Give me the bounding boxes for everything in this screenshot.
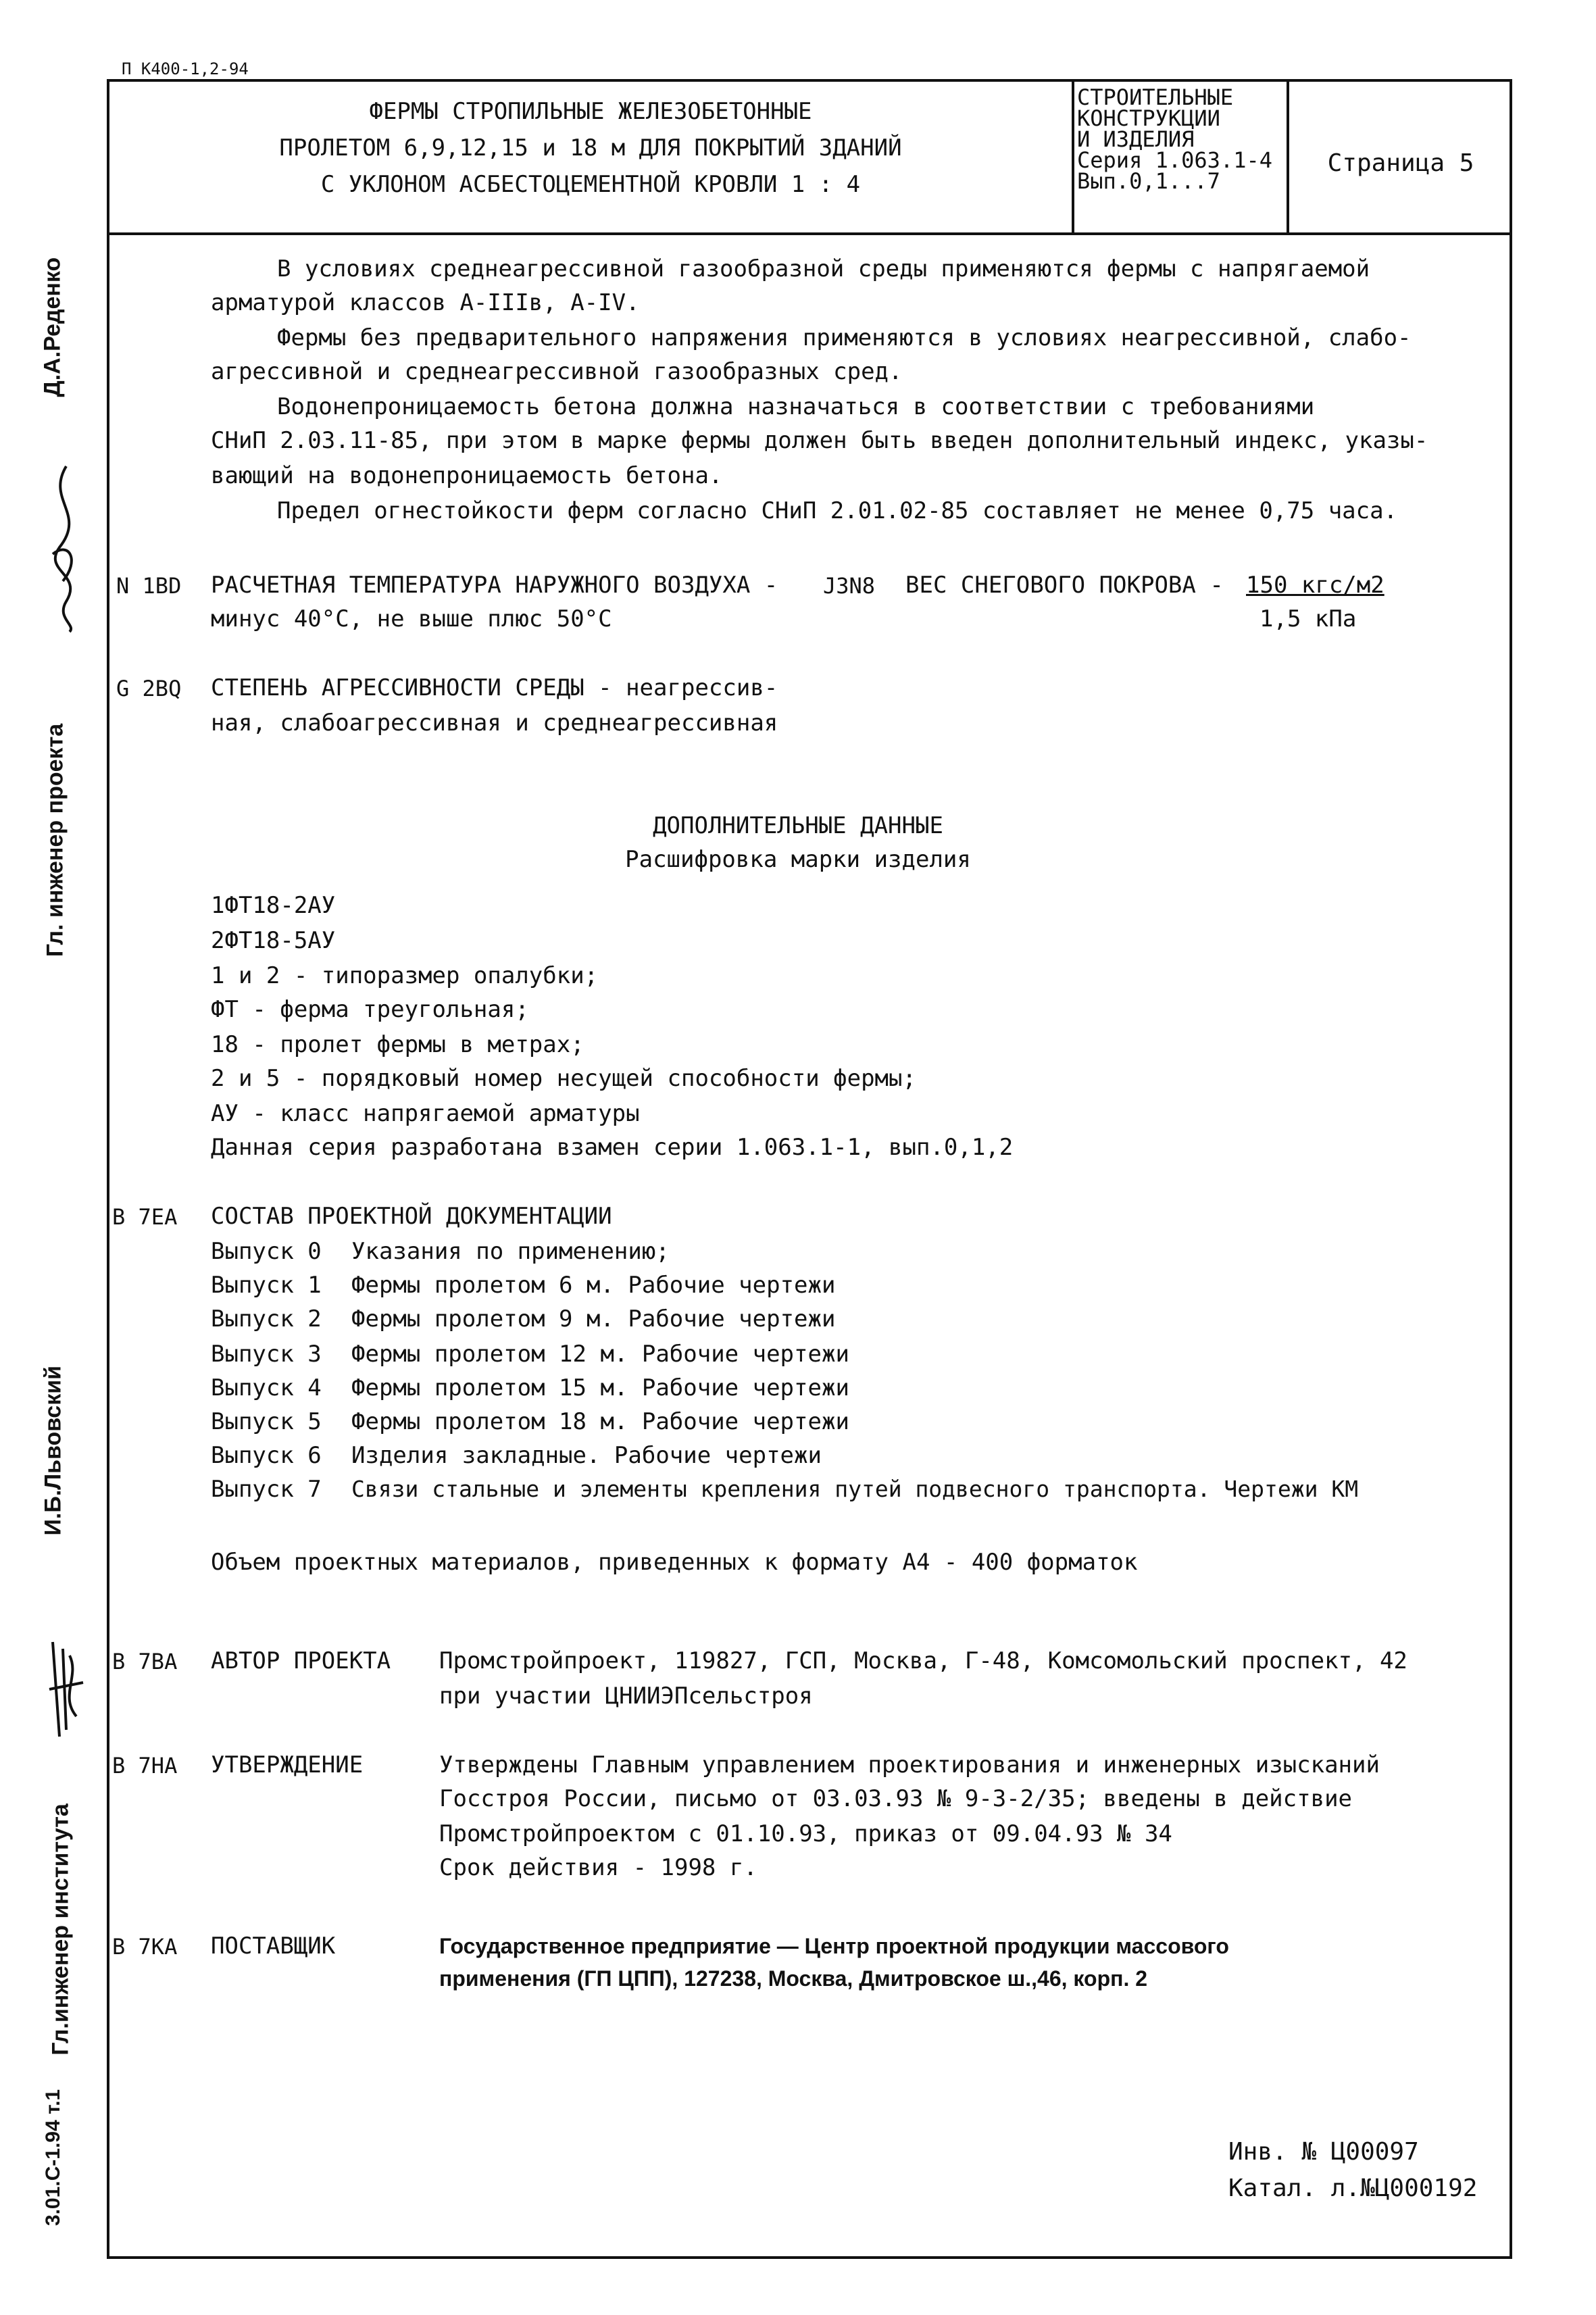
temperature-line-2: минус 40°С, не выше плюс 50°С — [211, 605, 612, 632]
issue-label: Выпуск 6 — [211, 1442, 322, 1469]
marking-line-7: АУ - класс напрягаемой арматуры — [211, 1100, 640, 1127]
approval-line-3: Промстройпроектом с 01.10.93, приказ от 09.04.93 № 34 — [439, 1820, 1172, 1847]
margin-name-redenko: Д.А.Реденко — [39, 257, 66, 397]
issue-text: Указания по применению; — [351, 1238, 670, 1265]
issue-text: Фермы пролетом 9 м. Рабочие чертежи — [351, 1305, 836, 1333]
header-title-line-1: ФЕРМЫ СТРОПИЛЬНЫЕ ЖЕЛЕЗОБЕТОННЫЕ — [369, 98, 812, 125]
margin-stamp: 3.01.С-1.94 т.1 — [42, 2089, 64, 2226]
supplier-line-1: Государственное предприятие — Центр проектной продукции массового — [439, 1934, 1229, 1958]
snow-value-kpa: 1,5 кПа — [1260, 605, 1357, 632]
margin-role-chief-engineer: Гл. инженер проекта — [42, 723, 68, 957]
code-temperature: N 1BD — [116, 573, 182, 599]
signature-1-icon — [39, 459, 93, 635]
header-series-line-5: Вып.0,1...7 — [1077, 168, 1220, 194]
snow-value-kgs: 150 кгс/м2 — [1246, 572, 1385, 599]
issue-label: Выпуск 2 — [211, 1305, 322, 1333]
issue-label: Выпуск 3 — [211, 1341, 322, 1368]
issue-label: Выпуск 0 — [211, 1238, 322, 1265]
issue-text: Фермы пролетом 12 м. Рабочие чертежи — [351, 1341, 849, 1368]
issue-label: Выпуск 5 — [211, 1408, 322, 1435]
issue-text: Фермы пролетом 18 м. Рабочие чертежи — [351, 1408, 849, 1435]
header-series-line-4: Серия 1.063.1-4 — [1077, 147, 1272, 173]
code-aggressiveness: G 2BQ — [116, 676, 182, 701]
author-line-2: при участии ЦНИИЭПсельстроя — [439, 1683, 813, 1710]
issue-label: Выпуск 1 — [211, 1272, 322, 1299]
header-series-line-1: СТРОИТЕЛЬНЫЕ — [1077, 84, 1234, 110]
header-title-line-3: С УКЛОНОМ АСБЕСТОЦЕМЕНТНОЙ КРОВЛИ 1 : 4 — [320, 171, 861, 198]
marking-line-4: ФТ - ферма треугольная; — [211, 996, 529, 1023]
intro-line-4: агрессивной и среднеагрессивной газообразных сред. — [211, 358, 903, 385]
issue-label: Выпуск 7 — [211, 1476, 322, 1503]
issue-text: Фермы пролетом 6 м. Рабочие чертежи — [351, 1272, 836, 1299]
catalog-number: Катал. л.№Ц000192 — [1228, 2174, 1478, 2202]
code-approval: В 7НА — [112, 1753, 178, 1778]
approval-line-2: Госстроя России, письмо от 03.03.93 № 9-3-2/35; введены в действие — [439, 1785, 1353, 1812]
temperature-line-1: РАСЧЕТНАЯ ТЕМПЕРАТУРА НАРУЖНОГО ВОЗДУХА - — [211, 572, 778, 599]
aggressiveness-line-1: СТЕПЕНЬ АГРЕССИВНОСТИ СРЕДЫ - неагрессив- — [211, 674, 778, 701]
header-series-line-3: И ИЗДЕЛИЯ — [1077, 126, 1195, 152]
intro-line-5: Водонепроницаемость бетона должна назначаться в соответствии с требованиями — [277, 393, 1315, 420]
intro-line-3: Фермы без предварительного напряжения применяются в условиях неагрессивной, слабо- — [277, 324, 1412, 351]
author-line-1: Промстройпроект, 119827, ГСП, Москва, Г-48, Комсомольский проспект, 42 — [439, 1647, 1407, 1674]
code-composition: В 7ЕА — [112, 1204, 178, 1230]
page-number: Страница 5 — [1327, 149, 1474, 177]
intro-line-8: Предел огнестойкости ферм согласно СНиП 2.01.02-85 составляет не менее 0,75 часа. — [277, 497, 1398, 524]
approval-line-1: Утверждены Главным управлением проектирования и инженерных изысканий — [439, 1751, 1380, 1778]
marking-line-1: 1ФТ18-2АУ — [211, 892, 336, 919]
issue-text: Изделия закладные. Рабочие чертежи — [351, 1442, 822, 1469]
inventory-number: Инв. № Ц00097 — [1228, 2138, 1419, 2166]
aggressiveness-line-2: ная, слабоагрессивная и среднеагрессивная — [211, 710, 778, 737]
margin-role-chief-engineer-institute: Гл.инженер института — [47, 1803, 74, 2056]
author-label: АВТОР ПРОЕКТА — [211, 1647, 391, 1674]
code-supplier: В 7КА — [112, 1934, 178, 1960]
supplier-label: ПОСТАВЩИК — [211, 1933, 336, 1960]
intro-line-7: вающий на водонепроницаемость бетона. — [211, 462, 723, 489]
issue-label: Выпуск 4 — [211, 1374, 322, 1401]
approval-label: УТВЕРЖДЕНИЕ — [211, 1751, 364, 1778]
document-code: П К400-1,2-94 — [122, 59, 249, 78]
intro-line-6: СНиП 2.03.11-85, при этом в марке фермы должен быть введен дополнительный индекс, указы- — [211, 427, 1428, 454]
additional-title: ДОПОЛНИТЕЛЬНЫЕ ДАННЫЕ — [653, 812, 943, 839]
issue-text: Фермы пролетом 15 м. Рабочие чертежи — [351, 1374, 849, 1401]
additional-subtitle: Расшифровка марки изделия — [625, 846, 971, 873]
marking-line-6: 2 и 5 - порядковый номер несущей способности фермы; — [211, 1065, 916, 1092]
composition-volume: Объем проектных материалов, приведенных к формату А4 - 400 форматок — [211, 1549, 1138, 1576]
header-title-line-2: ПРОЛЕТОМ 6,9,12,15 и 18 м ДЛЯ ПОКРЫТИЙ ЗДАНИЙ — [279, 134, 902, 161]
snow-label: ВЕС СНЕГОВОГО ПОКРОВА - — [905, 572, 1224, 599]
approval-line-4: Срок действия - 1998 г. — [439, 1854, 757, 1881]
code-author: В 7ВА — [112, 1649, 178, 1674]
signature-2-icon — [39, 1635, 93, 1743]
composition-title: СОСТАВ ПРОЕКТНОЙ ДОКУМЕНТАЦИИ — [211, 1203, 612, 1230]
code-snow: J3N8 — [823, 573, 876, 599]
intro-line-2: арматурой классов А-IIIв, А-IV. — [211, 289, 640, 316]
header-series-line-2: КОНСТРУКЦИИ — [1077, 105, 1220, 131]
margin-name-lvovsky: И.Б.Львовский — [40, 1365, 66, 1536]
marking-line-2: 2ФТ18-5АУ — [211, 927, 336, 954]
marking-line-5: 18 - пролет фермы в метрах; — [211, 1031, 584, 1058]
issue-text: Связи стальные и элементы крепления путей подвесного транспорта. Чертежи КМ — [351, 1476, 1359, 1502]
supplier-line-2: применения (ГП ЦПП), 127238, Москва, Дмитровское ш.,46, корп. 2 — [439, 1966, 1148, 1991]
marking-line-3: 1 и 2 - типоразмер опалубки; — [211, 962, 599, 989]
intro-line-1: В условиях среднеагрессивной газообразной среды применяются фермы с напрягаемой — [277, 255, 1370, 282]
marking-line-8: Данная серия разработана взамен серии 1.063.1-1, вып.0,1,2 — [211, 1134, 1014, 1161]
